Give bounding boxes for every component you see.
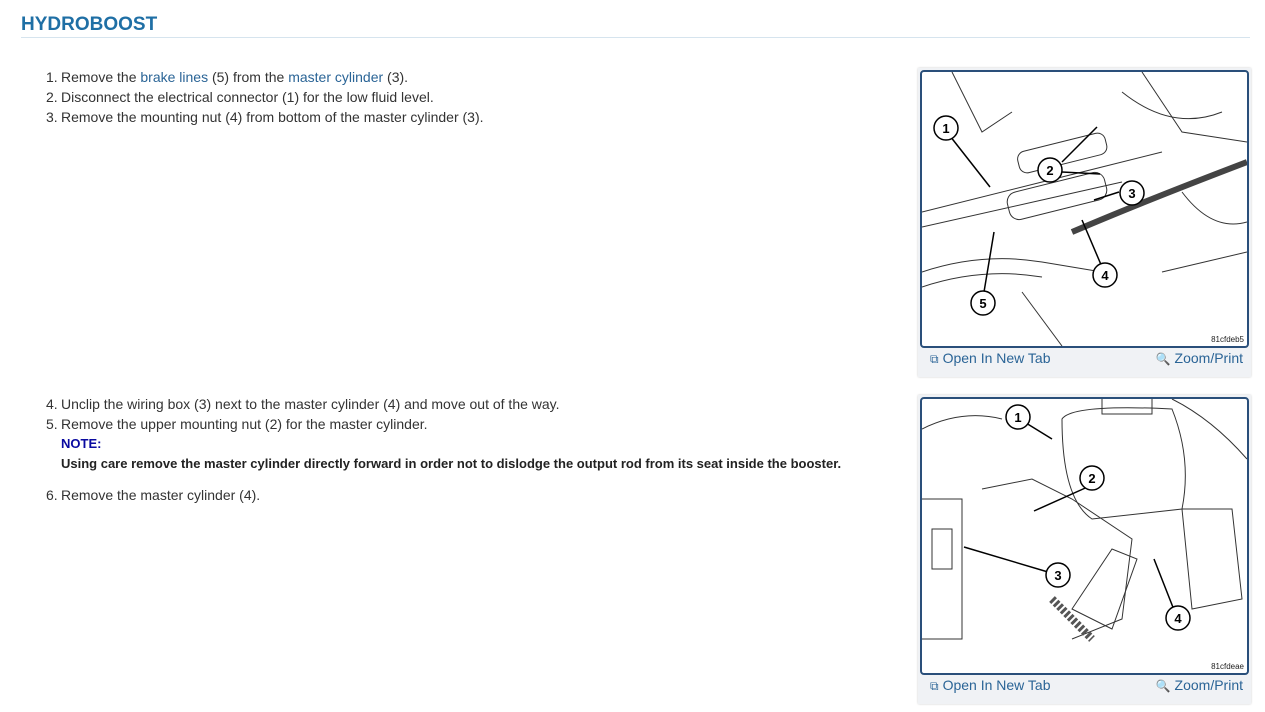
- callout-3: 3: [1128, 186, 1136, 201]
- figure-1-illustration[interactable]: [920, 70, 1249, 348]
- callout-4: 4: [1174, 611, 1182, 626]
- zoom-in-icon: 🔍: [1155, 352, 1171, 366]
- step-4: 4. Unclip the wiring box (3) next to the master cylinder (4) and move out of the way.: [46, 396, 560, 412]
- note-text: Using care remove the master cylinder directly forward in order not to dislodge the output rod from its seat inside the booster.: [61, 456, 842, 471]
- engine-illustration-1: [922, 72, 1247, 346]
- step-6: 6. Remove the master cylinder (4).: [46, 487, 261, 503]
- open-in-new-tab-link[interactable]: ⧉ Open In New Tab: [930, 350, 1051, 366]
- master-cylinder-link[interactable]: master cylinder: [288, 69, 384, 85]
- open-in-new-tab-link[interactable]: ⧉ Open In New Tab: [930, 677, 1051, 693]
- figure-code: 81cfdeb5: [1211, 335, 1244, 344]
- step-3: 3. Remove the mounting nut (4) from bottom of the master cylinder (3).: [46, 109, 484, 125]
- callout-3: 3: [1054, 568, 1062, 583]
- steps-list-1: [46, 67, 484, 127]
- callout-4: 4: [1101, 268, 1109, 283]
- callout-1: 1: [1014, 410, 1022, 425]
- figure-code: 81cfdeae: [1211, 662, 1244, 671]
- title-divider: [21, 37, 1250, 38]
- zoom-print-link[interactable]: 🔍 Zoom/Print: [1155, 677, 1243, 693]
- figure-2-illustration[interactable]: [920, 397, 1249, 675]
- steps-list-2: [46, 394, 841, 505]
- callout-1: 1: [942, 121, 950, 136]
- figure-2: [918, 395, 1251, 704]
- callout-2: 2: [1046, 163, 1054, 178]
- new-tab-icon: ⧉: [930, 679, 939, 693]
- step-1: 1. Remove the brake lines (5) from the master cylinder (3).: [46, 69, 409, 85]
- zoom-print-link[interactable]: 🔍 Zoom/Print: [1155, 350, 1243, 366]
- figure-1: [918, 68, 1251, 377]
- callout-2: 2: [1088, 471, 1096, 486]
- zoom-in-icon: 🔍: [1155, 679, 1171, 693]
- callout-5: 5: [979, 296, 987, 311]
- new-tab-icon: ⧉: [930, 352, 939, 366]
- note-heading: NOTE:: [61, 436, 102, 451]
- page-title: HYDROBOOST: [21, 14, 158, 35]
- brake-lines-link[interactable]: brake lines: [140, 69, 209, 85]
- engine-illustration-2: [922, 399, 1247, 673]
- step-2: 2. Disconnect the electrical connector (1) for the low fluid level.: [46, 89, 434, 105]
- step-5: 5. Remove the upper mounting nut (2) for the master cylinder.: [46, 416, 428, 432]
